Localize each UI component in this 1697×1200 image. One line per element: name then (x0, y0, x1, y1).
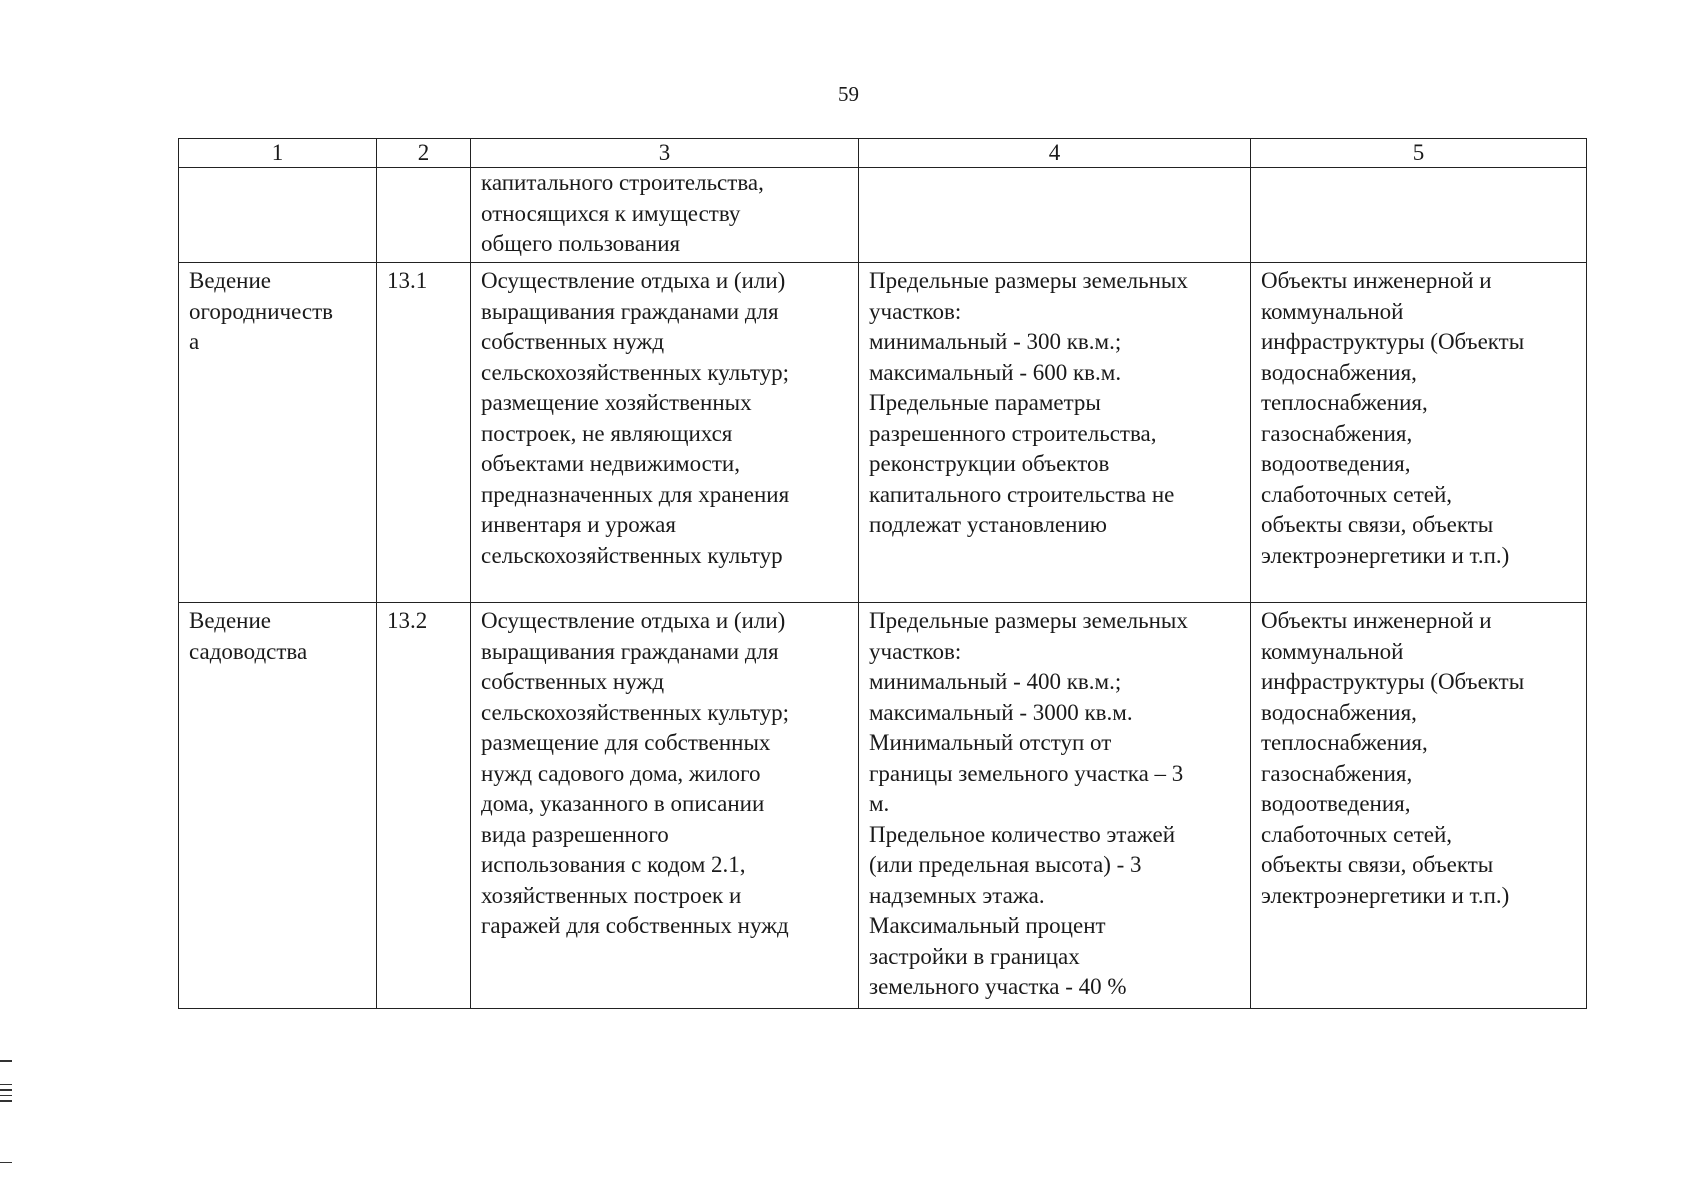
objects-text: Объекты инженерной и коммунальной инфраструктуры (Объекты водоснабжения, теплоснабжения, газоснабжения, водоотведения, слаботочных сетей, объекты связи, объекты электроэнергетики и т.п.) (1261, 268, 1525, 568)
table-row-continuation (179, 168, 1587, 263)
column-header-3: 3 (471, 139, 859, 168)
cell-code (377, 263, 471, 603)
cell-description (471, 603, 859, 1009)
cell-description (471, 168, 859, 263)
cell-parameters (859, 168, 1251, 263)
use-code: 13.2 (387, 608, 428, 633)
use-code: 13.1 (387, 268, 428, 293)
table-row (179, 263, 1587, 603)
cell-name (179, 168, 377, 263)
parameters-text: Предельные размеры земельных участков: минимальный - 400 кв.м.; максимальный - 3000 кв.м. Минимальный отступ от границы земельного участка – 3 м. Предельное количество этажей (или предельная высота) - 3 надземных этажа. Максимальный процент застройки в границах земельного участка - 40 % (869, 608, 1188, 999)
description-text: Осуществление отдыха и (или) выращивания гражданами для собственных нужд сельскохозяйственных культур; размещение для собственных нужд садового дома, жилого дома, указанного в описании вида разрешенного использования с кодом 2.1, хозяйственных построек и гаражей для собственных нужд (481, 608, 789, 938)
cell-name (179, 603, 377, 1009)
column-header-2: 2 (377, 139, 471, 168)
cell-parameters (859, 603, 1251, 1009)
cell-objects (1251, 603, 1587, 1009)
scan-margin-marks (0, 1060, 12, 1167)
parameters-text: Предельные размеры земельных участков: минимальный - 300 кв.м.; максимальный - 600 кв.м. Предельные параметры разрешенного строительства, реконструкции объектов капитального строительства не подлежат установлению (869, 268, 1188, 537)
table-row (179, 603, 1587, 1009)
page-number: 59 (838, 82, 859, 106)
cell-code (377, 168, 471, 263)
cell-name (179, 263, 377, 603)
cell-objects (1251, 263, 1587, 603)
cell-code (377, 603, 471, 1009)
cell-objects (1251, 168, 1587, 263)
description-text: Осуществление отдыха и (или) выращивания гражданами для собственных нужд сельскохозяйственных культур; размещение хозяйственных построек, не являющихся объектами недвижимости, предназначенных для хранения инвентаря и урожая сельскохозяйственных культур (481, 268, 790, 568)
use-name: Ведение садоводства (189, 608, 308, 664)
column-header-5: 5 (1251, 139, 1587, 168)
description-text: капитального строительства, относящихся к имуществу общего пользования (481, 170, 764, 256)
regulations-table (178, 138, 1587, 1009)
use-name: Ведение огородничеств а (189, 268, 333, 354)
column-header-4: 4 (859, 139, 1251, 168)
cell-parameters (859, 263, 1251, 603)
column-header-1: 1 (179, 139, 377, 168)
cell-description (471, 263, 859, 603)
table-header-row (179, 139, 1587, 168)
objects-text: Объекты инженерной и коммунальной инфраструктуры (Объекты водоснабжения, теплоснабжения, газоснабжения, водоотведения, слаботочных сетей, объекты связи, объекты электроэнергетики и т.п.) (1261, 608, 1525, 908)
